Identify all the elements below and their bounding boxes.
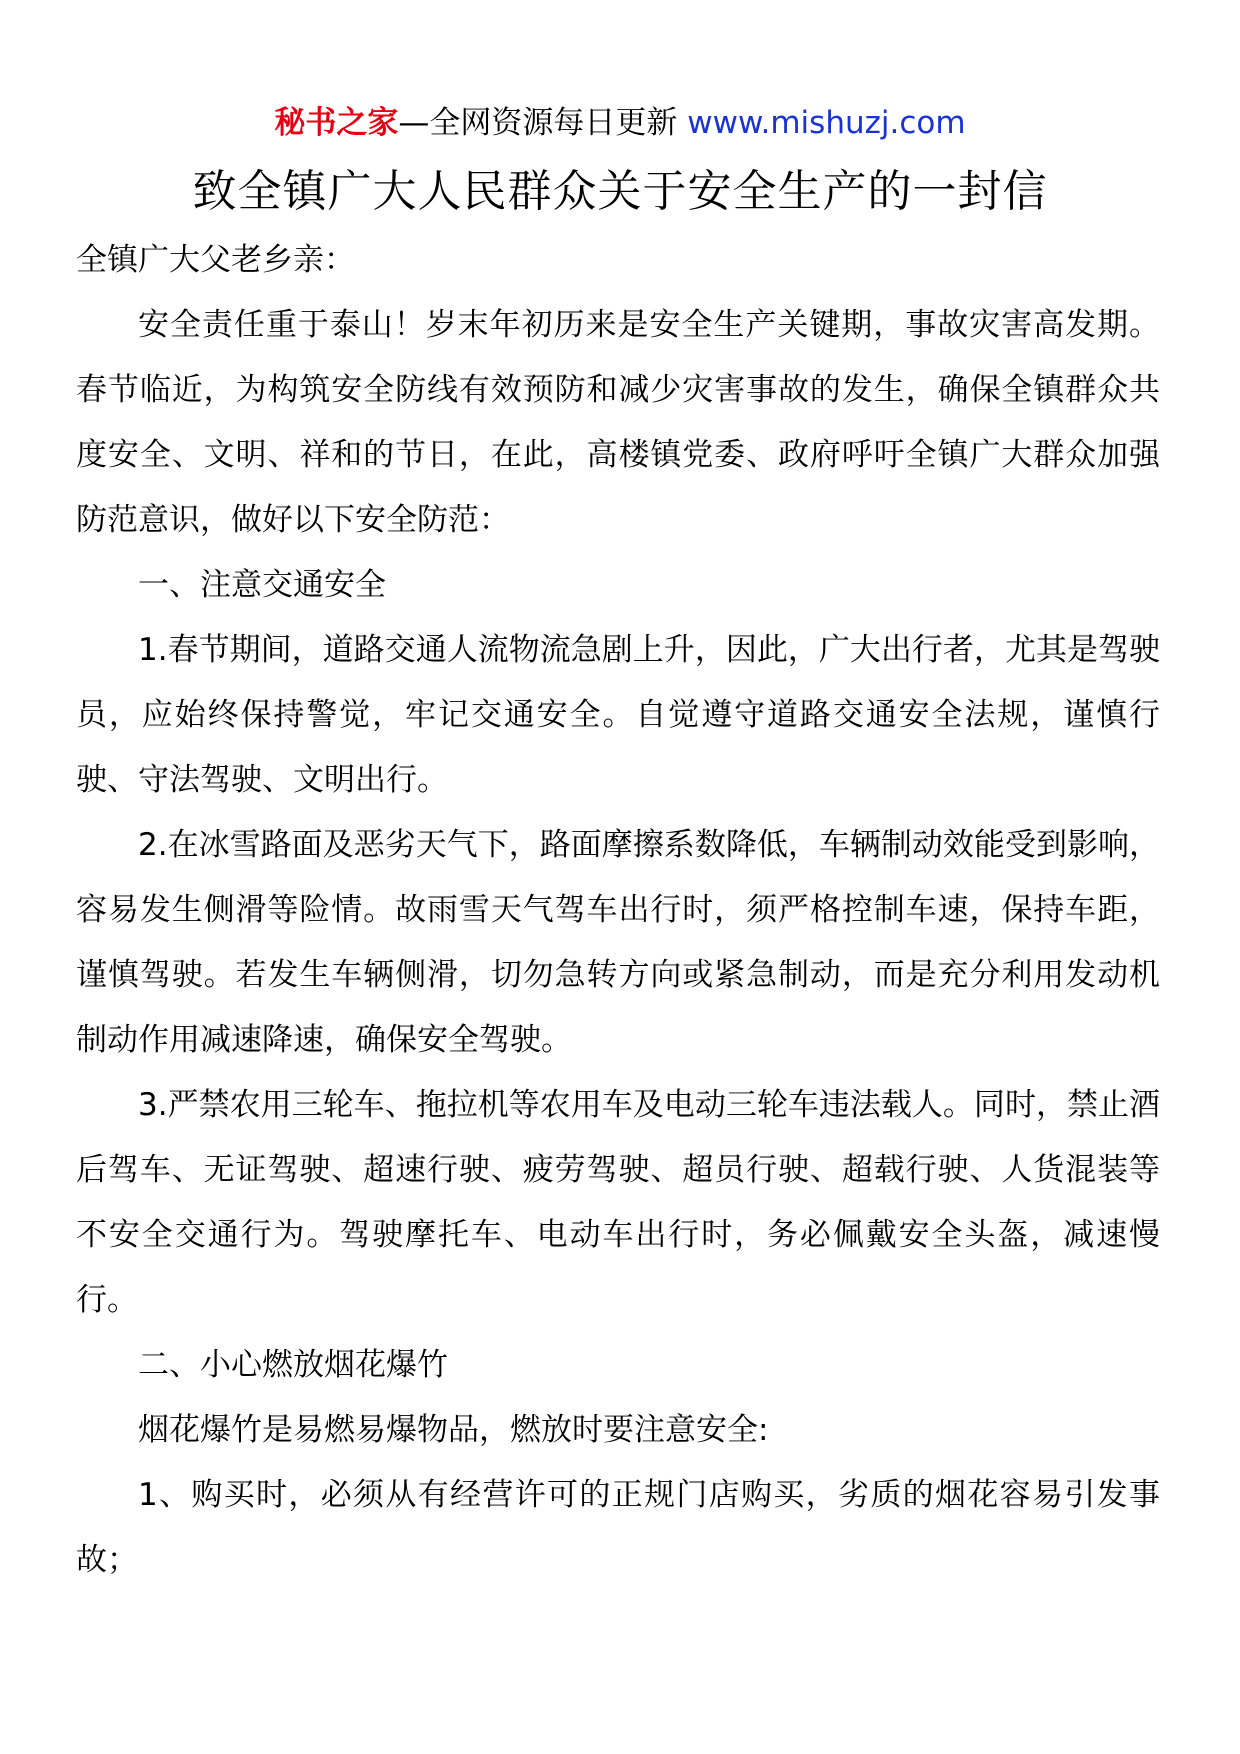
section-heading-traffic: 一、注意交通安全 [138,567,386,603]
brand-name: 秘书之家 [274,105,399,141]
site-url[interactable]: www.mishuzj.com [687,105,966,141]
document-title: 致全镇广大人民群众关于安全生产的一封信 [192,166,1048,217]
site-banner [0,98,1240,148]
fireworks-intro: 烟花爆竹是易燃易爆物品，燃放时要注意安全: [138,1412,769,1448]
traffic-item-1: 1.春节期间，道路交通人流物流急剧上升，因此，广大出行者，尤其是驾驶员，应始终保持警觉，牢记交通安全。自觉遵守道路交通安全法规，谨慎行驶、守法驾驶、文明出行。 [76,632,1160,798]
intro-paragraph: 安全责任重于泰山！岁末年初历来是安全生产关键期，事故灾害高发期。春节临近，为构筑安全防线有效预防和减少灾害事故的发生，确保全镇群众共度安全、文明、祥和的节日，在此，高楼镇党委、政府呼吁全镇广大群众加强防范意识，做好以下安全防范： [76,307,1160,538]
letter-body [76,228,1160,1593]
section-heading-fireworks: 二、小心燃放烟花爆竹 [138,1347,448,1383]
salutation: 全镇广大父老乡亲： [76,242,355,278]
fireworks-item-1: 1、购买时，必须从有经营许可的正规门店购买，劣质的烟花容易引发事故； [76,1477,1160,1578]
traffic-item-2: 2.在冰雪路面及恶劣天气下，路面摩擦系数降低，车辆制动效能受到影响，容易发生侧滑等险情。故雨雪天气驾车出行时，须严格控制车速，保持车距，谨慎驾驶。若发生车辆侧滑，切勿急转方向或紧急制动，而是充分利用发动机制动作用减速降速，确保安全驾驶。 [76,827,1160,1058]
banner-slogan: —全网资源每日更新 [398,105,688,141]
traffic-item-3: 3.严禁农用三轮车、拖拉机等农用车及电动三轮车违法载人。同时，禁止酒后驾车、无证驾驶、超速行驶、疲劳驾驶、超员行驶、超载行驶、人货混装等不安全交通行为。驾驶摩托车、电动车出行时，务必佩戴安全头盔，减速慢行。 [76,1087,1160,1318]
